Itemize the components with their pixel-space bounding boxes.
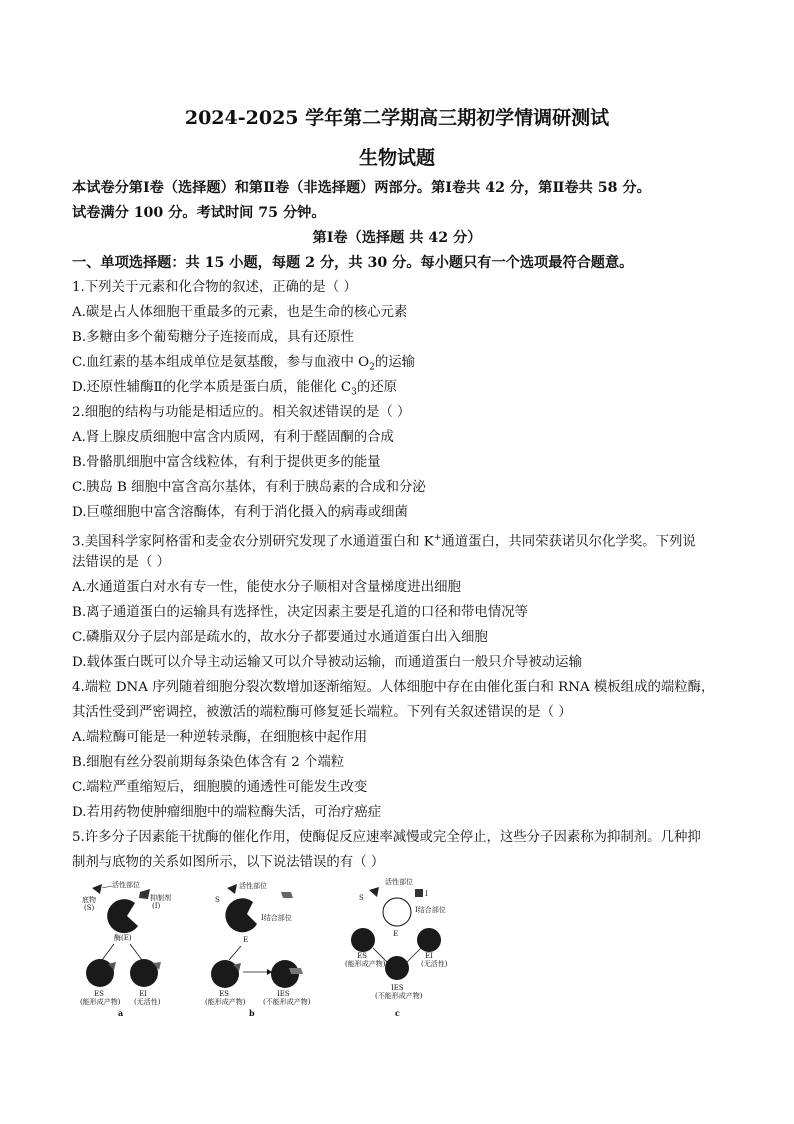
q4-option-c: C.端粒严重缩短后，细胞膜的通透性可能发生改变 xyxy=(72,780,368,795)
label-es-note-b: (能形成产物) xyxy=(205,998,246,1006)
es-shape-b xyxy=(211,960,239,988)
q3-option-d: D.载体蛋白既可以介导主动运输又可以介导被动运输，而通道蛋白一般只介导被动运输 xyxy=(72,655,582,670)
es-shape-c xyxy=(351,928,375,952)
enzyme-shape-a xyxy=(107,899,138,933)
exam-title: 2024-2025 学年第二学期高三期初学情调研测试 xyxy=(184,107,610,129)
label-i-site-c: I结合部位 xyxy=(415,906,446,914)
figure-b xyxy=(205,878,315,1018)
label-enzyme-a: 酶(E) xyxy=(114,934,132,942)
label-substrate-a: 底物 xyxy=(82,896,96,904)
q1-option-b: B.多糖由多个葡萄糖分子连接而成，具有还原性 xyxy=(72,330,354,345)
q4-stem-line-1: 4.端粒 DNA 序列随着细胞分裂次数增加逐渐缩短。人体细胞中存在由催化蛋白和 RNA 模板组成的端粒酶， xyxy=(72,680,715,695)
q2-option-a: A.肾上腺皮质细胞中富含内质网，有利于醛固酮的合成 xyxy=(72,430,394,445)
subject-title: 生物试题 xyxy=(358,147,435,169)
label-active-site-b: 活性部位 xyxy=(239,882,267,890)
label-ei-note-a: (无活性) xyxy=(134,998,161,1006)
q4-option-b: B.细胞有丝分裂前期每条染色体含有 2 个端粒 xyxy=(72,755,345,770)
label-ies-b: IES xyxy=(277,990,290,998)
inhibitor-shape-a xyxy=(139,889,150,899)
q3-stem-line-2: 法错误的是（ ） xyxy=(72,555,170,570)
q5-stem-line-1: 5.许多分子因素能干扰酶的催化作用，使酶促反应速率减慢或完全停止，这些分子因素称为抑制剂。几种抑 xyxy=(72,830,701,845)
figure-label-c: c xyxy=(395,1008,400,1018)
q1-option-d: D.还原性辅酶Ⅱ的化学本质是蛋白质，能催化 $C_3$的还原 xyxy=(72,380,398,398)
label-es-note-c: (能形成产物) xyxy=(345,960,386,968)
label-es-c: ES xyxy=(357,952,367,960)
label-active-site-a: 活性部位 xyxy=(112,881,140,889)
q3-option-c: C.磷脂双分子层内部是疏水的，故水分子都要通过水通道蛋白出入细胞 xyxy=(72,630,488,645)
es-shape-a xyxy=(86,959,114,987)
label-s-b: S xyxy=(215,896,220,904)
q3-option-a: A.水通道蛋白对水有专一性，能使水分子顺相对含量梯度进出细胞 xyxy=(72,580,461,595)
q1-stem: 1.下列关于元素和化合物的叙述，正确的是（ ） xyxy=(72,280,357,295)
label-inhibitor-i-a: (I) xyxy=(152,902,161,910)
q3-stem-line-1: 3.美国科学家阿格雷和麦金农分别研究发现了水通道蛋白和 K+通道蛋白，共同荣获诺贝尔化学奖。下列说 xyxy=(72,533,696,550)
intro-line-2: 试卷满分 100 分。考试时间 75 分钟。 xyxy=(72,205,326,221)
label-ies-c: IES xyxy=(391,984,404,992)
label-e-c: E xyxy=(393,930,399,938)
inhibitor-shape-c xyxy=(415,889,423,897)
label-s-c: S xyxy=(359,894,364,902)
label-e-b: E xyxy=(243,936,249,944)
figure-c xyxy=(345,878,455,1018)
label-es-note-a: (能形成产物) xyxy=(80,998,121,1006)
q1-option-c: C.血红素的基本组成单位是氨基酸，参与血液中 $O_2$的运输 xyxy=(72,355,415,373)
label-substrate-s-a: (S) xyxy=(84,904,95,912)
q2-stem: 2.细胞的结构与功能是相适应的。相关叙述错误的是（ ） xyxy=(72,405,411,420)
label-es-b: ES xyxy=(219,990,229,998)
q3-option-b: B.离子通道蛋白的运输具有选择性，决定因素主要是孔道的口径和带电情况等 xyxy=(72,605,528,620)
substrate-shape-a xyxy=(92,884,102,894)
label-i-c: I xyxy=(425,890,428,898)
figure-a xyxy=(80,878,185,1018)
intro-line-1: 本试卷分第Ⅰ卷（选择题）和第Ⅱ卷（非选择题）两部分。第Ⅰ卷共 42 分，第Ⅱ卷共 58 分。 xyxy=(72,180,651,196)
label-inhibitor-a: 抑制剂 xyxy=(150,894,171,902)
figure-label-b: b xyxy=(249,1008,255,1018)
q4-option-d: D.若用药物使肿瘤细胞中的端粒酶失活，可治疗癌症 xyxy=(72,805,382,820)
q2-option-d: D.巨噬细胞中富含溶酶体，有利于消化摄入的病毒或细菌 xyxy=(72,505,408,520)
q5-stem-line-2: 制剂与底物的关系如图所示，以下说法错误的有（ ） xyxy=(72,855,385,870)
section-one-heading: 一、单项选择题：共 15 小题，每题 2 分，共 30 分。每小题只有一个选项最符合题意。 xyxy=(72,255,634,271)
label-i-site-b: I结合部位 xyxy=(261,914,292,922)
part-one-heading: 第Ⅰ卷（选择题 共 42 分） xyxy=(312,230,482,246)
figure-label-a: a xyxy=(118,1008,124,1018)
ies-shape-c xyxy=(385,956,409,980)
label-active-site-c: 活性部位 xyxy=(385,878,413,886)
label-ei-note-c: (无活性) xyxy=(421,960,448,968)
enzyme-shape-c xyxy=(383,898,411,926)
substrate-shape-b xyxy=(227,884,237,894)
q4-option-a: A.端粒酶可能是一种逆转录酶，在细胞核中起作用 xyxy=(72,730,368,745)
label-ies-note-b: (不能形成产物) xyxy=(263,998,311,1006)
substrate-shape-c xyxy=(369,887,379,897)
enzyme-shape-b xyxy=(225,898,257,932)
label-ei-a: EI xyxy=(139,990,147,998)
label-ei-c: EI xyxy=(425,952,433,960)
label-es-a: ES xyxy=(94,990,104,998)
q2-option-b: B.骨骼肌细胞中富含线粒体，有利于提供更多的能量 xyxy=(72,455,381,470)
q4-stem-line-2: 其活性受到严密调控，被激活的端粒酶可修复延长端粒。下列有关叙述错误的是（ ） xyxy=(72,705,572,720)
label-ies-note-c: (不能形成产物) xyxy=(375,992,423,1000)
inhibitor-shape-b xyxy=(281,892,293,898)
q1-option-a: A.碳是占人体细胞干重最多的元素，也是生命的核心元素 xyxy=(72,305,408,320)
q2-option-c: C.胰岛 B 细胞中富含高尔基体，有利于胰岛素的合成和分泌 xyxy=(72,480,426,495)
